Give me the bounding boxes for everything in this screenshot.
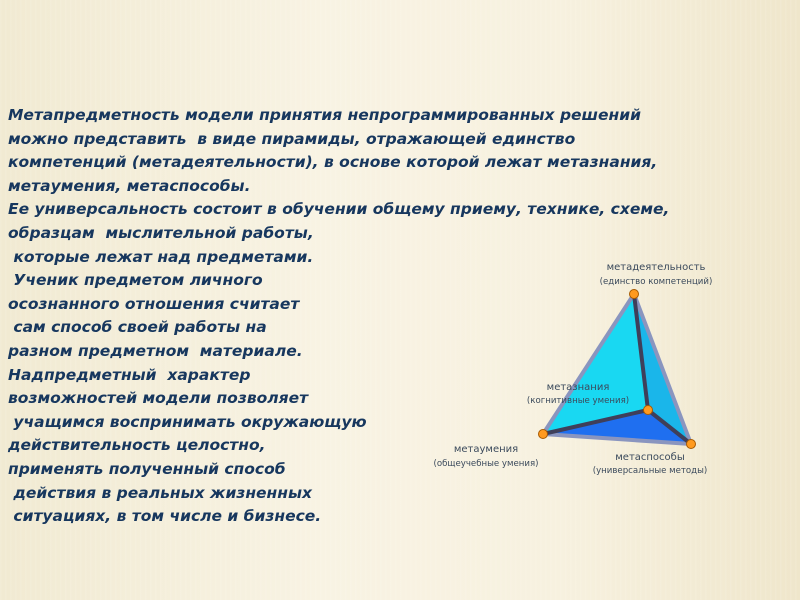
- apex-label: метадеятельность: [606, 262, 706, 273]
- apex-sublabel: (единство компетенций): [599, 277, 713, 287]
- text-line: метаумения, метаспособы.: [8, 176, 251, 195]
- vertex-left: [539, 430, 548, 439]
- center-sublabel: (когнитивные умения): [526, 396, 630, 406]
- text-line: разном предметном материале.: [8, 341, 303, 360]
- text-line: можно представить в виде пирамиды, отражающей единство: [8, 129, 576, 148]
- text-line: Метапредметность модели принятия непрограммированных решений: [8, 106, 641, 124]
- text-line: образцам мыслительной работы,: [8, 223, 314, 242]
- text-line: ситуациях, в том числе и бизнесе.: [8, 507, 322, 526]
- text-line: сам способ своей работы на: [8, 318, 267, 337]
- text-line: Ученик предметом личного: [8, 271, 263, 290]
- left-label: метаумения: [453, 444, 519, 455]
- text-line: учащимся воспринимать окружающую: [8, 412, 367, 431]
- text-line: компетенций (метадеятельности), в основе которой лежат метазнания,: [8, 153, 658, 172]
- text-line: применять полученный способ: [8, 459, 286, 478]
- text-line: действительность целостно,: [8, 436, 266, 455]
- vertex-apex: [630, 290, 639, 299]
- right-sublabel: (универсальные методы): [592, 466, 708, 476]
- vertex-right: [687, 440, 696, 449]
- text-line: действия в реальных жизненных: [8, 483, 312, 502]
- left-sublabel: (общеучебные умения): [433, 459, 539, 469]
- text-line: Надпредметный характер: [8, 365, 251, 384]
- text-line: возможностей модели позволяет: [8, 389, 309, 408]
- right-label: метаспособы: [615, 452, 685, 463]
- vertex-center: [644, 406, 653, 415]
- pyramid-diagram: [400, 250, 800, 600]
- text-line: которые лежат над предметами.: [8, 247, 314, 266]
- text-line: Ее универсальность состоит в обучении общему приему, технике, схеме,: [8, 200, 670, 219]
- text-line: осознанного отношения считает: [8, 294, 300, 313]
- center-label: метазнания: [546, 382, 610, 393]
